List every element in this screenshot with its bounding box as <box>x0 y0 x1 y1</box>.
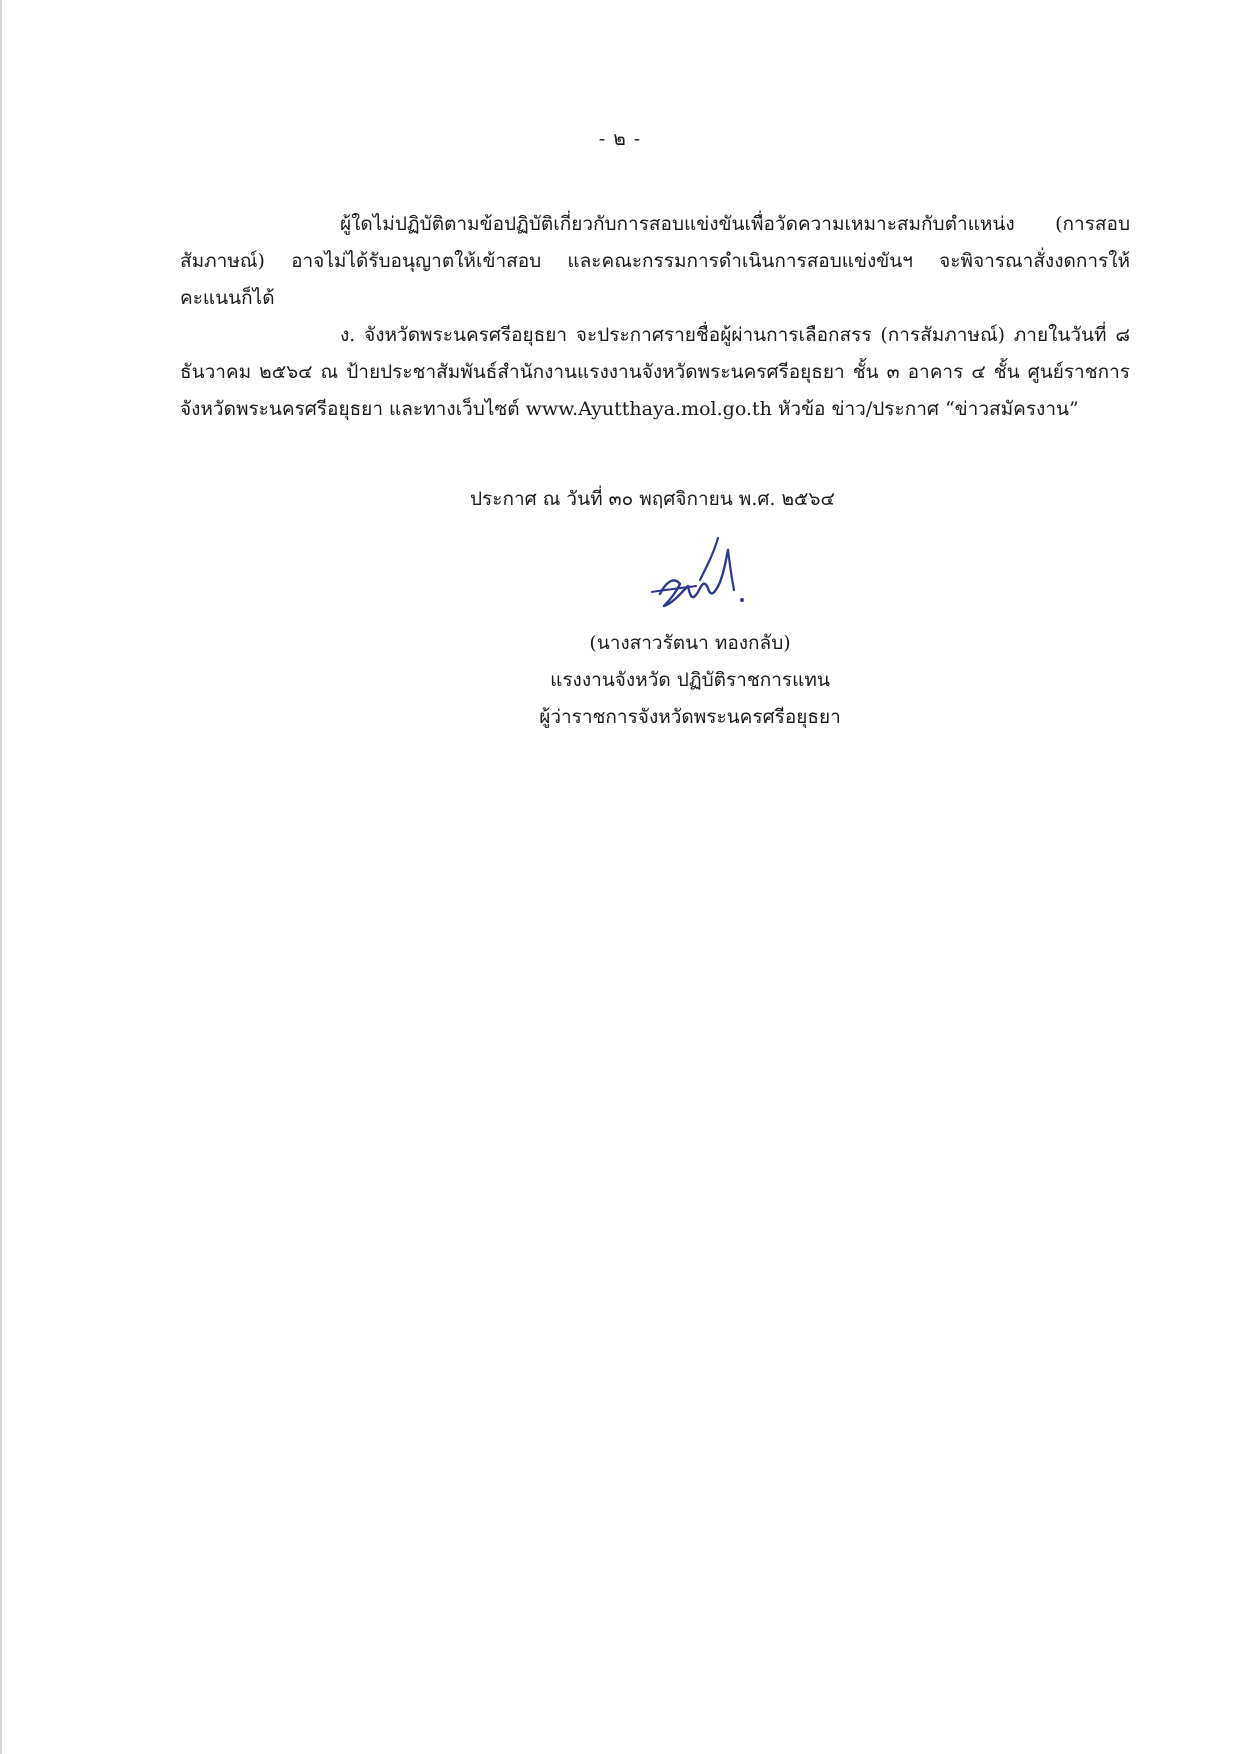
body-text <box>180 206 1130 428</box>
signer-on-behalf-of: ผู้ว่าราชการจังหวัดพระนครศรีอยุธยา <box>539 706 841 728</box>
paragraph-rules: ผู้ใดไม่ปฏิบัติตามข้อปฏิบัติเกี่ยวกับการสอบแข่งขันเพื่อวัดความเหมาะสมกับตำแหน่ง (การสอบสัมภาษณ์) อาจไม่ได้รับอนุญาตให้เข้าสอบ และคณะกรรมการดำเนินการสอบแข่งขันฯ จะพิจารณาสั่งงดการให้คะแนนก็ได้ <box>180 213 1130 309</box>
signer-position: แรงงานจังหวัด ปฏิบัติราชการแทน <box>550 669 830 691</box>
paragraph-results-announcement: ง. จังหวัดพระนครศรีอยุธยา จะประกาศรายชื่อผู้ผ่านการเลือกสรร (การสัมภาษณ์) ภายในวันที่ ๘ ธันวาคม ๒๕๖๔ ณ ป้ายประชาสัมพันธ์สำนักงานแรงงานจังหวัดพระนครศรีอยุธยา ชั้น ๓ อาคาร ๔ ชั้น ศูนย์ราชการจังหวัดพระนครศรีอยุธยา และทางเว็บไซต์ www.Ayutthaya.mol.go.th หัวข้อ ข่าว/ประกาศ “ข่าวสมัครงาน” <box>180 324 1130 420</box>
page-number: - ๒ - <box>598 128 642 150</box>
signature-icon <box>630 530 790 630</box>
signer-block <box>470 625 910 736</box>
signer-name: (นางสาวรัตนา ทองกลับ) <box>589 632 791 654</box>
announcement-date: ประกาศ ณ วันที่ ๓๐ พฤศจิกายน พ.ศ. ๒๕๖๔ <box>470 488 835 510</box>
page-edge <box>0 0 2 1754</box>
